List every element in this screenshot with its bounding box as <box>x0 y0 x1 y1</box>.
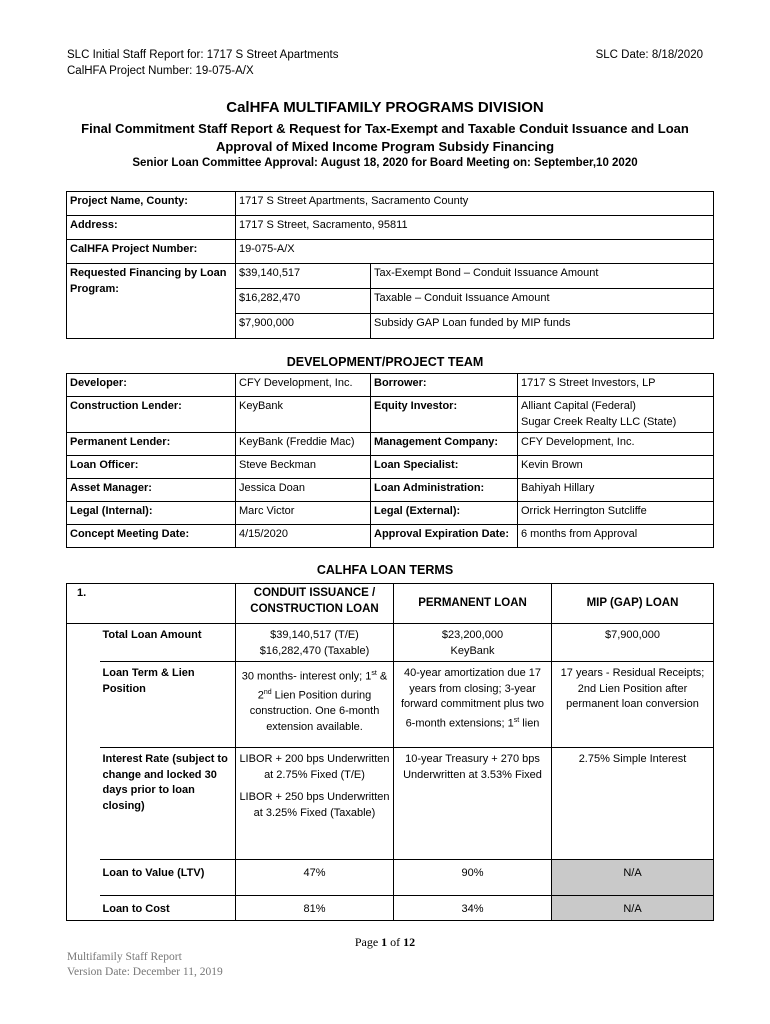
team-value: 6 months from Approval <box>518 525 714 548</box>
team-label: Loan Officer: <box>67 456 236 479</box>
term-permanent <box>394 662 552 748</box>
term-conduit-a: 30 months- interest only; 1 <box>241 670 372 683</box>
term-mip: 17 years - Residual Receipts; 2nd Lien Position after permanent loan conversion <box>552 662 714 748</box>
team-value: 1717 S Street Investors, LP <box>518 374 714 397</box>
page-word: Page <box>354 935 382 949</box>
page-total: 12 <box>403 935 416 949</box>
project-name-value: 1717 S Street Apartments, Sacramento County <box>236 192 714 216</box>
report-line: SLC Initial Staff Report for: 1717 S Street Apartments <box>67 49 339 61</box>
table-row <box>67 662 714 748</box>
total-mip: $7,900,000 <box>552 624 714 662</box>
team-label: Legal (External): <box>371 502 518 525</box>
table-row <box>67 748 714 860</box>
team-label: Developer: <box>67 374 236 397</box>
equity-investor-state: Sugar Creek Realty LLC (State) <box>521 415 677 428</box>
table-row <box>67 192 714 216</box>
rate-permanent: 10-year Treasury + 270 bps Underwritten at 3.53% Fixed <box>394 748 552 860</box>
team-label: Borrower: <box>371 374 518 397</box>
total-perm-amount: $23,200,000 <box>441 629 504 641</box>
term-conduit <box>236 662 394 748</box>
team-label: Permanent Lender: <box>67 433 236 456</box>
table-row <box>67 374 714 397</box>
total-conduit <box>236 624 394 662</box>
project-number-label: CalHFA Project Number: <box>67 240 236 264</box>
ltc-conduit: 81% <box>236 896 394 921</box>
ltv-label: Loan to Value (LTV) <box>100 860 236 896</box>
loan-terms-heading: CALHFA LOAN TERMS <box>316 563 454 577</box>
team-label: Legal (Internal): <box>67 502 236 525</box>
page-number <box>0 935 770 950</box>
of-word: of <box>387 935 404 949</box>
team-value: KeyBank <box>236 397 371 433</box>
team-value <box>518 397 714 433</box>
table-row <box>67 479 714 502</box>
loan-terms-table <box>66 583 714 921</box>
col-permanent: PERMANENT LOAN <box>394 584 552 624</box>
term-conduit-b: & 2 <box>257 670 388 702</box>
team-value: KeyBank (Freddie Mac) <box>236 433 371 456</box>
report-title-line1: Final Commitment Staff Report & Request for Tax-Exempt and Taxable Conduit Issuance and Loan <box>81 121 689 136</box>
table-row <box>67 584 714 624</box>
team-label: Loan Specialist: <box>371 456 518 479</box>
total-permanent <box>394 624 552 662</box>
ltv-permanent: 90% <box>394 860 552 896</box>
team-value: Steve Beckman <box>236 456 371 479</box>
sup-st-perm: st <box>513 716 520 724</box>
financing-desc: Taxable – Conduit Issuance Amount <box>371 289 714 314</box>
total-perm-lender: KeyBank <box>450 644 495 657</box>
header-blank <box>100 584 236 624</box>
team-value: Kevin Brown <box>518 456 714 479</box>
ltc-label: Loan to Cost <box>100 896 236 921</box>
ltc-mip: N/A <box>552 896 714 921</box>
total-conduit-te: $39,140,517 (T/E) <box>270 629 359 641</box>
rate-conduit-taxable: LIBOR + 250 bps Underwritten at 3.25% Fixed (Taxable) <box>239 791 390 819</box>
table-row <box>67 240 714 264</box>
report-title-line2: Approval of Mixed Income Program Subsidy Financing <box>215 139 555 154</box>
team-heading: DEVELOPMENT/PROJECT TEAM <box>286 355 484 369</box>
financing-amount: $7,900,000 <box>236 314 371 339</box>
address-value: 1717 S Street, Sacramento, 95811 <box>236 216 714 240</box>
address-label: Address: <box>67 216 236 240</box>
rate-mip: 2.75% Simple Interest <box>552 748 714 860</box>
term-conduit-c: Lien Position during construction. One 6-month extension available. <box>249 689 380 733</box>
financing-desc: Tax-Exempt Bond – Conduit Issuance Amount <box>371 264 714 289</box>
project-number-line: CalHFA Project Number: 19-075-A/X <box>67 65 254 77</box>
team-value: Marc Victor <box>236 502 371 525</box>
footer-info <box>67 950 223 980</box>
col-conduit: CONDUIT ISSUANCE / CONSTRUCTION LOAN <box>236 584 394 624</box>
financing-amount: $39,140,517 <box>236 264 371 289</box>
team-table <box>66 373 714 548</box>
team-value: Jessica Doan <box>236 479 371 502</box>
total-conduit-taxable: $16,282,470 (Taxable) <box>259 644 370 657</box>
ltv-conduit: 47% <box>236 860 394 896</box>
team-value: CFY Development, Inc. <box>518 433 714 456</box>
team-value: Bahiyah Hillary <box>518 479 714 502</box>
interest-rate-label <box>100 748 236 860</box>
equity-investor-federal: Alliant Capital (Federal) <box>521 400 636 412</box>
sup-st: st <box>371 670 377 677</box>
footer-report-name: Multifamily Staff Report <box>67 951 182 963</box>
financing-desc: Subsidy GAP Loan funded by MIP funds <box>371 314 714 339</box>
num-column <box>67 624 100 921</box>
team-value: 4/15/2020 <box>236 525 371 548</box>
team-label: Equity Investor: <box>371 397 518 433</box>
ltc-permanent: 34% <box>394 896 552 921</box>
team-label: Management Company: <box>371 433 518 456</box>
division-title: CalHFA MULTIFAMILY PROGRAMS DIVISION <box>226 99 544 116</box>
table-row <box>67 525 714 548</box>
slc-date: SLC Date: 8/18/2020 <box>595 49 703 61</box>
term-perm-b: lien <box>519 717 540 730</box>
team-label: Loan Administration: <box>371 479 518 502</box>
header-left <box>67 47 338 79</box>
team-value: CFY Development, Inc. <box>236 374 371 397</box>
table-row <box>67 860 714 896</box>
project-info-table <box>66 191 714 339</box>
page-current: 1 <box>381 935 388 949</box>
project-name-label: Project Name, County: <box>67 192 236 216</box>
section-number: 1. <box>67 584 100 624</box>
footer-version: Version Date: December 11, 2019 <box>67 966 223 978</box>
table-row <box>67 896 714 921</box>
team-label: Asset Manager: <box>67 479 236 502</box>
col-mip: MIP (GAP) LOAN <box>552 584 714 624</box>
table-row <box>67 397 714 433</box>
rate-conduit-te: LIBOR + 200 bps Underwritten at 2.75% Fixed (T/E) <box>239 753 390 781</box>
rate-conduit <box>236 748 394 860</box>
table-row <box>67 216 714 240</box>
ltv-mip: N/A <box>552 860 714 896</box>
loan-term-label: Loan Term & Lien Position <box>100 662 236 748</box>
table-row <box>67 264 714 289</box>
team-value: Orrick Herrington Sutcliffe <box>518 502 714 525</box>
total-loan-label: Total Loan Amount <box>100 624 236 662</box>
interest-rate-label-text: Interest Rate (subject to change and locked 30 days prior to loan closing) <box>102 753 228 812</box>
sup-nd: nd <box>263 689 272 697</box>
team-label: Concept Meeting Date: <box>67 525 236 548</box>
term-perm-a: 40-year amortization due 17 years from closing; 3-year forward commitment plus two 6-month extensions; 1 <box>400 667 545 730</box>
table-row <box>67 624 714 662</box>
team-label: Construction Lender: <box>67 397 236 433</box>
financing-label: Requested Financing by Loan Program: <box>67 264 236 339</box>
table-row <box>67 502 714 525</box>
project-number-value: 19-075-A/X <box>236 240 714 264</box>
table-row <box>67 456 714 479</box>
team-label: Approval Expiration Date: <box>371 525 518 548</box>
approval-line: Senior Loan Committee Approval: August 18, 2020 for Board Meeting on: September,10 2020 <box>132 157 638 169</box>
financing-amount: $16,282,470 <box>236 289 371 314</box>
table-row <box>67 433 714 456</box>
